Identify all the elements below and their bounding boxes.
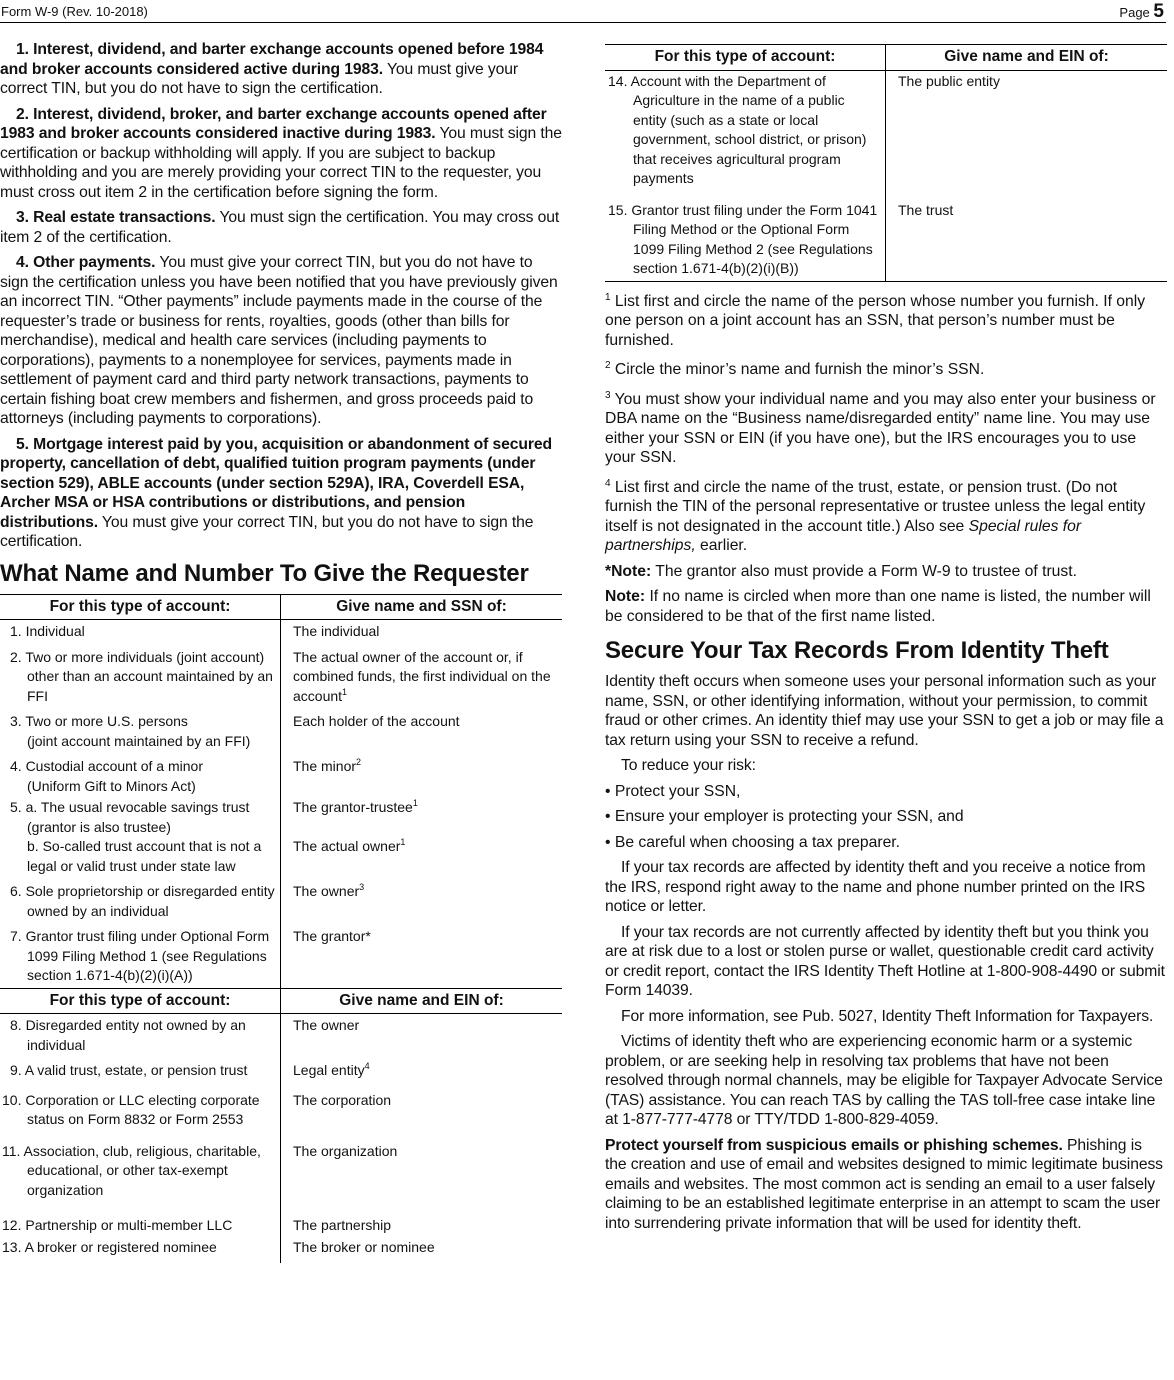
note-text: The grantor also must provide a Form W-9 to trustee of trust. <box>651 562 1077 580</box>
give-name-cell <box>281 712 563 757</box>
para-text: You must sign the certification. You may cross out item 2 of the certification. <box>0 209 560 246</box>
account-type-cell <box>605 201 886 282</box>
table-row <box>0 1216 562 1238</box>
para-heading: 1. Interest, dividend, and barter exchange accounts opened before 1984 and broker accounts considered active during 1983. <box>0 41 544 78</box>
footnote-ref: 2 <box>356 757 362 767</box>
identity-theft-at-risk: If your tax records are not currently affected by identity theft but you think you are at risk due to a lost or stolen purse or wallet, questionable credit card activity or credit report, contact the IRS Identity Theft Hotline at 1-800-908-4490 or submit Form 14039. <box>605 923 1165 999</box>
table-row <box>0 1142 562 1217</box>
bullet-protect-ssn: • Protect your SSN, <box>605 782 741 800</box>
form-label: Form W-9 (Rev. 10-2018) <box>1 4 148 19</box>
paragraph-interest-before-1984 <box>0 40 562 99</box>
table-row <box>605 70 1167 201</box>
cell-text: 15. Grantor trust filing under the Form 1041 Filing Method or the Optional Form 1099 Filing Method 2 (see Regulations section 1.671-4(b)(2)(i)(B)) <box>608 201 878 276</box>
table-header-row <box>0 988 562 1014</box>
cell-text: 13. A broker or registered nominee <box>2 1238 217 1255</box>
cell-text: The public entity <box>898 72 1000 89</box>
account-type-cell <box>0 882 281 927</box>
table-row <box>605 201 1167 282</box>
page-label: Page <box>1119 5 1150 20</box>
table-row <box>0 757 562 798</box>
account-type-cell <box>0 1142 281 1217</box>
cell-text: 9. A valid trust, estate, or pension trust <box>10 1062 248 1078</box>
account-type-cell <box>0 648 281 713</box>
footnote-number: 4 <box>605 477 611 489</box>
account-type-cell <box>0 620 281 648</box>
cell-text: The grantor* <box>293 928 371 944</box>
give-name-cell <box>281 1216 563 1238</box>
footnote-4 <box>605 478 1167 556</box>
cell-text: The minor <box>293 758 357 774</box>
give-name-cell <box>281 927 563 988</box>
cell-text: (Uniform Gift to Minors Act) <box>27 777 196 794</box>
give-name-cell <box>281 882 563 927</box>
footnote-ref: 4 <box>364 1061 370 1071</box>
cell-text: The actual owner of the account or, if combined funds, the first individual on the account <box>293 648 551 704</box>
footnote-3 <box>605 390 1167 468</box>
cell-text: The actual owner <box>293 838 401 854</box>
para-text: You must give your correct TIN, but you do not have to sign the certification. <box>0 60 518 97</box>
account-type-cell <box>0 712 281 757</box>
footnote-text: List first and circle the name of the person whose number you furnish. If only one person on a joint account has an SSN, that person’s number must be furnished. <box>605 292 1146 349</box>
footnote-1 <box>605 292 1167 351</box>
cell-text: Legal entity <box>293 1062 365 1078</box>
account-type-cell <box>0 1014 281 1062</box>
identity-theft-victims: Victims of identity theft who are experiencing economic harm or a systemic problem, or are seeking help in resolving tax problems that have not been resolved through normal channels, may be eligible for Taxpayer Advocate Service (TAS) assistance. You can reach TAS by calling the TAS toll-free case intake line at 1-877-777-4778 or TTY/TDD 1-800-829-4059. <box>605 1033 1163 1128</box>
para-text: You must sign the certification or backup withholding will apply. If you are subject to backup withholding and you are merely providing your correct TIN to the requester, you must cross out item 2 in the certification before signing the form. <box>0 125 562 201</box>
cell-text: 10. Corporation or LLC electing corporate status on Form 8832 or Form 2553 <box>2 1091 260 1127</box>
table-row <box>0 712 562 757</box>
circled-name-note <box>605 587 1167 626</box>
cell-text: b. So-called trust account that is not a legal or valid trust under state law <box>27 838 262 874</box>
page-header <box>0 0 1166 23</box>
footnote-number: 1 <box>605 291 611 303</box>
cell-text: 6. Sole proprietorship or disregarded entity owned by an individual <box>10 883 275 919</box>
cell-text: The organization <box>293 1142 398 1159</box>
footnote-ref: 1 <box>412 798 418 808</box>
para-heading: 2. Interest, dividend, broker, and barter exchange accounts opened after 1983 and broker accounts considered inactive during 1983. <box>0 105 547 142</box>
cell-text: 7. Grantor trust filing under Optional Form 1099 Filing Method 1 (see Regulations section 1.671-4(b)(2)(i)(A)) <box>10 928 270 983</box>
cell-text: (joint account maintained by an FFI) <box>27 732 251 749</box>
footnote-text: You must show your individual name and you may also enter your business or DBA name on the “Business name/disregarded entity” name line. You may use either your SSN or EIN (if you have one), but the IRS encourages you to use your SSN. <box>605 390 1156 466</box>
para-text: You must give your correct TIN, but you do not have to sign the certification unless you have been notified that you have previously given an incorrect TIN. “Other payments” include payments made in the course of the requester’s trade or business for rents, royalties, goods (other than bills for merchandise), medical and health care services (including payments to corporations), payments to a nonemployee for services, payments made in settlement of payment card and third party network transactions, payments to certain fishing boat crew members and fishermen, and gross proceeds paid to attorneys (including payments to corporations). <box>0 254 558 427</box>
reduce-risk-label: To reduce your risk: <box>621 757 756 774</box>
account-type-cell <box>0 1061 281 1091</box>
give-name-cell <box>281 648 563 713</box>
table-row <box>0 1061 562 1091</box>
table-row <box>0 837 562 882</box>
give-name-cell <box>281 798 563 837</box>
right-column <box>605 44 1167 1239</box>
cell-text: 8. Disregarded entity not owned by an individual <box>10 1017 246 1053</box>
bullet-tax-preparer: • Be careful when choosing a tax preparer. <box>605 833 901 851</box>
table-row <box>0 1014 562 1062</box>
account-type-cell <box>0 1216 281 1238</box>
identity-theft-affected: If your tax records are affected by identity theft and you receive a notice from the IRS, respond right away to the name and phone number printed on the IRS notice or letter. <box>605 859 1146 915</box>
table-header-row <box>605 45 1167 71</box>
table-header-row <box>0 594 562 620</box>
note-label: *Note: <box>605 562 652 580</box>
give-name-cell <box>281 757 563 798</box>
col-header-account-type: For this type of account: <box>0 594 281 620</box>
cell-text: The broker or nominee <box>293 1238 435 1255</box>
identity-theft-more-info: For more information, see Pub. 5027, Identity Theft Information for Taxpayers. <box>621 1007 1154 1025</box>
cell-text: (grantor is also trustee) <box>27 818 171 835</box>
grantor-note <box>605 562 1167 582</box>
give-name-cell <box>886 70 1168 201</box>
col-header-account-type: For this type of account: <box>0 988 281 1014</box>
ssn-table <box>0 594 562 988</box>
section-title-identity-theft: Secure Your Tax Records From Identity Theft <box>605 637 1109 664</box>
cell-text: 11. Association, club, religious, charitable, educational, or other tax-exempt organization <box>2 1142 261 1198</box>
table-row <box>0 1091 562 1142</box>
table-row <box>0 620 562 648</box>
col-header-give-ein: Give name and EIN of: <box>886 45 1168 71</box>
cell-text: 2. Two or more individuals (joint account) other than an account maintained by an FFI <box>10 648 273 704</box>
para-text: Phishing is the creation and use of email and websites designed to mimic legitimate business emails and websites. The most common act is sending an email to a user falsely claiming to be an established legitimate enterprise in an attempt to scam the user into surrendering private information that will be used for identity theft. <box>605 1136 1163 1232</box>
bullet-employer: • Ensure your employer is protecting your SSN, and <box>605 808 964 825</box>
note-text: If no name is circled when more than one name is listed, the number will be considered to be that of the first name listed. <box>605 588 1151 625</box>
cell-text: The individual <box>293 623 380 639</box>
account-type-cell <box>0 837 281 882</box>
cell-text: 3. Two or more U.S. persons <box>10 713 188 729</box>
give-name-cell <box>281 1142 563 1217</box>
paragraph-other-payments <box>0 253 562 429</box>
give-name-cell <box>281 1061 563 1091</box>
footnote-2 <box>605 360 1167 380</box>
identity-theft-intro: Identity theft occurs when someone uses your personal information such as your name, SSN, or other identifying information, without your permission, to commit fraud or other crimes. An identity thief may use your SSN to get a job or may file a tax return using your SSN to receive a refund. <box>605 673 1164 749</box>
account-type-cell <box>0 1091 281 1142</box>
cell-text: The owner <box>293 883 360 899</box>
give-name-cell <box>281 620 563 648</box>
account-type-cell <box>0 927 281 988</box>
note-label: Note: <box>605 588 646 605</box>
account-type-cell <box>0 1238 281 1264</box>
cell-text: 14. Account with the Department of Agriculture in the name of a public entity (such as a state or local government, school district, or prison) that receives agricultural program payments <box>608 72 867 186</box>
footnote-text: List first and circle the name of the trust, estate, or pension trust. (Do not furnish the TIN of the personal representative or trustee unless the legal entity itself is not designated in the account title.) Also see <box>605 478 1146 535</box>
give-name-cell <box>281 1091 563 1142</box>
cell-text: The owner <box>293 1017 360 1033</box>
table-row <box>0 1238 562 1264</box>
paragraph-interest-after-1983 <box>0 105 562 203</box>
col-header-account-type: For this type of account: <box>605 45 886 71</box>
footnote-number: 2 <box>605 360 611 371</box>
table-row <box>0 648 562 713</box>
give-name-cell <box>281 1014 563 1062</box>
cell-text: 5. a. The usual revocable savings trust <box>10 799 250 815</box>
para-heading: 3. Real estate transactions. <box>16 209 216 226</box>
footnote-number: 3 <box>605 389 611 401</box>
cell-text: The partnership <box>293 1217 392 1233</box>
para-text: You must give your correct TIN, but you do not have to sign the certification. <box>0 513 534 550</box>
footnote-ref: 3 <box>359 882 365 892</box>
para-heading: Protect yourself from suspicious emails or phishing schemes. <box>605 1136 1063 1154</box>
account-type-cell <box>605 70 886 201</box>
cell-text: 12. Partnership or multi-member LLC <box>2 1217 233 1233</box>
footnote-ref: 1 <box>400 837 406 847</box>
paragraph-real-estate <box>0 208 562 247</box>
footnote-reference-italic: Special rules for partnerships, <box>605 517 1082 554</box>
cell-text: 1. Individual <box>10 623 85 639</box>
para-heading: 5. Mortgage interest paid by you, acquisition or abandonment of secured property, cancellation of debt, qualified tuition program payments (under section 529), ABLE accounts (under section 529A), IRA, Coverdell ESA, Archer MSA or HSA contributions or distributions, and pension distributions. <box>0 435 552 531</box>
page-number: 5 <box>1153 1 1164 22</box>
footnote-text: earlier. <box>695 537 748 554</box>
ein-table <box>0 988 562 1264</box>
give-name-cell <box>281 837 563 882</box>
footnote-text: Circle the minor’s name and furnish the minor’s SSN. <box>610 361 985 378</box>
cell-text: The grantor-trustee <box>293 799 413 815</box>
col-header-give-ssn: Give name and SSN of: <box>281 594 563 620</box>
section-title-name-number: What Name and Number To Give the Requester <box>0 559 529 587</box>
account-type-cell <box>0 798 281 837</box>
page-indicator <box>1119 1 1164 23</box>
para-heading: 4. Other payments. <box>16 254 156 271</box>
paragraph-mortgage-interest <box>0 435 562 552</box>
footnote-ref: 1 <box>342 686 348 697</box>
give-name-cell <box>886 201 1168 282</box>
col-header-give-ein: Give name and EIN of: <box>281 988 563 1014</box>
account-type-cell <box>0 757 281 798</box>
ein-table-continued <box>605 44 1167 282</box>
table-row <box>0 798 562 837</box>
table-row <box>0 882 562 927</box>
give-name-cell <box>281 1238 563 1264</box>
cell-text: Each holder of the account <box>293 713 460 729</box>
cell-text: 4. Custodial account of a minor <box>10 758 203 774</box>
cell-text: The corporation <box>293 1091 392 1108</box>
phishing-paragraph <box>605 1136 1167 1234</box>
cell-text: The trust <box>898 201 954 218</box>
left-column <box>0 40 562 1263</box>
table-row <box>0 927 562 988</box>
